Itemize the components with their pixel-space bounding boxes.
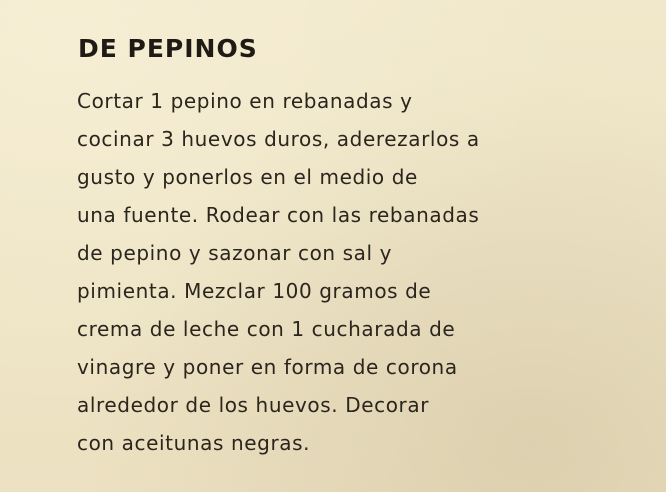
recipe-line: gusto y ponerlos en el medio de [77, 165, 418, 189]
recipe-line: vinagre y poner en forma de corona [77, 355, 458, 379]
recipe-line: crema de leche con 1 cucharada de [77, 317, 456, 341]
recipe-line: cocinar 3 huevos duros, aderezarlos a [77, 127, 480, 151]
recipe-line: alrededor de los huevos. Decorar [77, 393, 430, 417]
recipe-line: Cortar 1 pepino en rebanadas y [77, 89, 413, 113]
recipe-title: DE PEPINOS [78, 34, 258, 63]
recipe-line: de pepino y sazonar con sal y [77, 241, 393, 265]
recipe-body [77, 82, 637, 462]
recipe-line: una fuente. Rodear con las rebanadas [77, 203, 480, 227]
recipe-line: con aceitunas negras. [77, 431, 311, 455]
recipe-line: pimienta. Mezclar 100 gramos de [77, 279, 432, 303]
